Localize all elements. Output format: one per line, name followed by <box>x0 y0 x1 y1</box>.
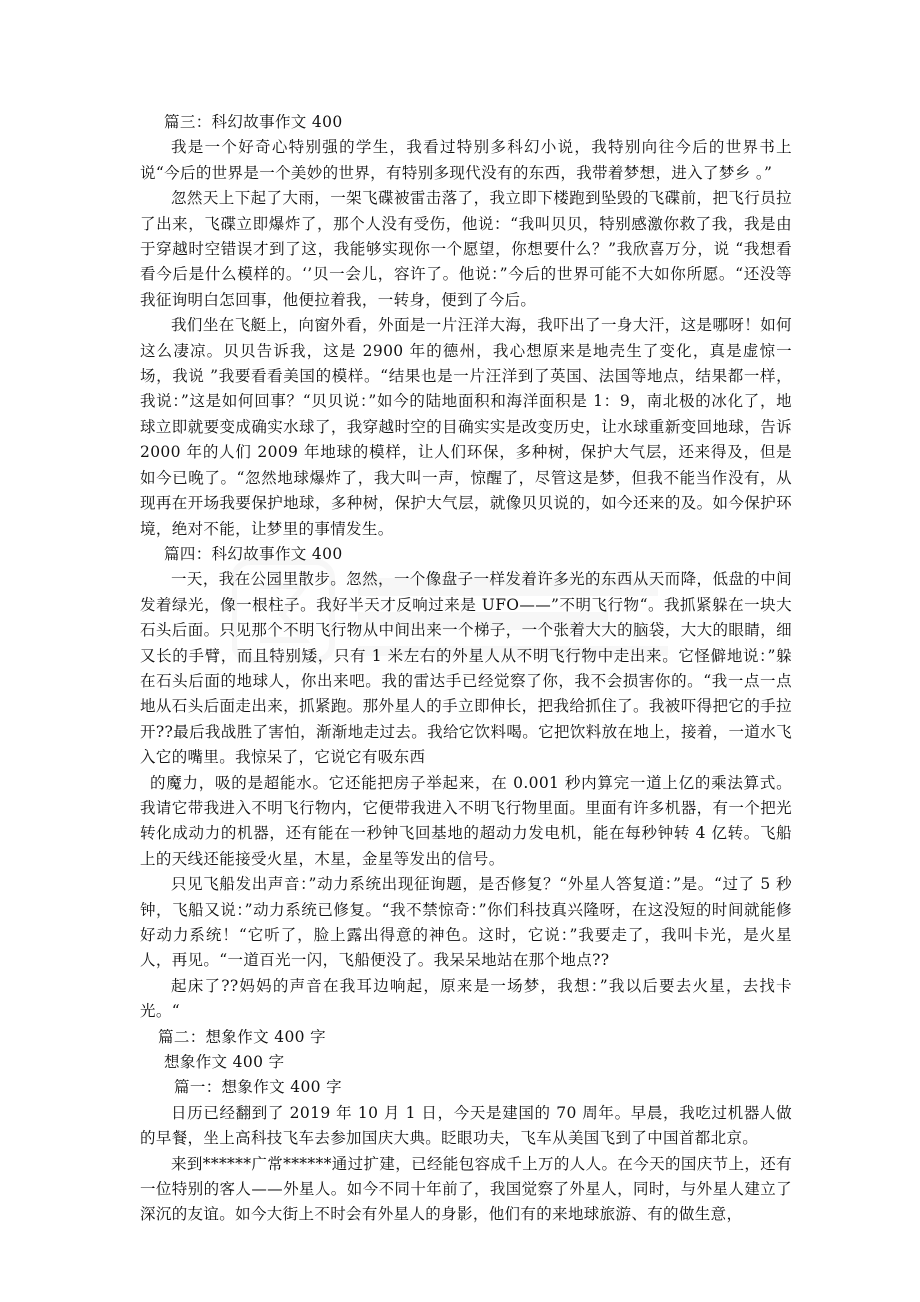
paragraph: 的魔力，吸的是超能水。它还能把房子举起来，在 0.001 秒内算完一道上亿的乘法算式。我请它带我进入不明飞行物内，它便带我进入不明飞行物里面。里面有许多机器，有一个把光转化成动力的机器，还有能在一秒钟飞回基地的超动力发电机，能在每秒钟转 4 亿转。飞船上的天线还能接受火星，木星，金星等发出的信号。 <box>140 773 792 868</box>
paragraph: 忽然天上下起了大雨，一架飞碟被雷击落了，我立即下楼跑到坠毁的飞碟前，把飞行员拉了出来，飞碟立即爆炸了，那个人没有受伤，他说：“我叫贝贝，特别感激你救了我，我是由于穿越时空错误才到了这，我能够实现你一个愿望，你想要什么？”我欣喜万分，说 “我想看看今后是什么模样的。‘’贝一会儿，容许了。他说：”今后的世界可能不大如你所愿。“还没等我征询明白怎回事，他便拉着我，一转身，便到了今后。 <box>140 189 792 309</box>
paragraph: 只见飞船发出声音：”动力系统出现征询题，是否修复？“外星人答复道：”是。“过了 5 秒钟，飞船又说：”动力系统已修复。“我不禁惊奇：”你们科技真兴隆呀，在这没短的时间就能修好动力系统！“它听了，脸上露出得意的神色。这时，它说：”我要走了，我叫卡光，是火星人，再见。“一道百光一闪，飞船便没了。我呆呆地站在那个地点?? <box>140 875 792 970</box>
paragraph: 我们坐在飞艇上，向窗外看，外面是一片汪洋大海，我吓出了一身大汗，这是哪呀！如何这么凄凉。贝贝告诉我，这是 2900 年的德州，我心想原来是地壳生了变化，真是虚惊一场，我说 ”我要看看美国的模样。“结果也是一片汪洋到了英国、法国等地点，结果都一样，我说：”这是如何回事？“贝贝说：”如今的陆地面积和海洋面积是 1：9，南北极的冰化了，地球立即就要变成确实水球了，我穿越时空的目确实实是改变历史，让水球重新变回地球，告诉 2000 年的人们 2009 年地球的模样，让人们环保，多种树，保护大气层，还来得及，但是如今已晚了。“忽然地球爆炸了，我大叫一声，惊醒了，尽管这是梦，但我不能当作没有，从现再在开场我要保护地球，多种树，保护大气层，就像贝贝说的，如今还来的及。如今保护环境，绝对不能，让梦里的事情发生。 <box>140 316 792 538</box>
paragraph: 起床了??妈妈的声音在我耳边响起，原来是一场梦，我想：”我以后要去火星，去找卡光。“ <box>140 976 792 1021</box>
document-title: 想象作文 400 字 <box>164 1053 285 1072</box>
section-heading: 篇二：想象作文 400 字 <box>158 1027 326 1046</box>
paragraph: 我是一个好奇心特别强的学生，我看过特别多科幻小说，我特别向往今后的世界书上说“今后的世界是一个美妙的世界，有特别多现代没有的东西，我带着梦想，进入了梦乡 。” <box>140 138 792 182</box>
paragraph: 日历已经翻到了 2019 年 10 月 1 日，今天是建国的 70 周年。早晨，我吃过机器人做的早餐，坐上高科技飞车去参加国庆大典。眨眼功夫，飞车从美国飞到了中国首都北京。 <box>140 1103 792 1148</box>
section-heading: 篇三：科幻故事作文 400 <box>164 113 343 131</box>
section-heading: 篇一：想象作文 400 字 <box>174 1078 342 1097</box>
section-heading: 篇四：科幻故事作文 400 <box>164 544 343 563</box>
paragraph: 一天，我在公园里散步。忽然，一个像盘子一样发着许多光的东西从天而降，低盘的中间发着绿光，像一根柱子。我好半天才反响过来是 UFO——”不明飞行物“。我抓紧躲在一块大石头后面。只见那个不明飞行物从中间出来一个梯子，一个张着大大的脑袋，大大的眼睛，细又长的手臂，而且特别矮，只有 1 米左右的外星人从不明飞行物中走出来。它怪僻地说：”躲在石头后面的地球人，你出来吧。我的雷达手已经觉察了你，我不会损害你的。“我一点一点地从石头后面走出来，抓紧跑。那外星人的手立即伸长，把我给抓住了。我被吓得把它的手拉开??最后我战胜了害怕，渐渐地走过去。我给它饮料喝。它把饮料放在地上，接着，一道水飞入它的嘴里。我惊呆了，它说它有吸东西 <box>140 570 792 767</box>
document-body <box>140 110 792 1228</box>
paragraph: 来到******广常******通过扩建，已经能包容成千上万的人人。在今天的国庆节上，还有一位特别的客人——外星人。如今不同十年前了，我国觉察了外星人，同时，与外星人建立了深沉的友谊。如今大街上不时会有外星人的身影，他们有的来地球旅游、有的做生意， <box>140 1154 792 1224</box>
